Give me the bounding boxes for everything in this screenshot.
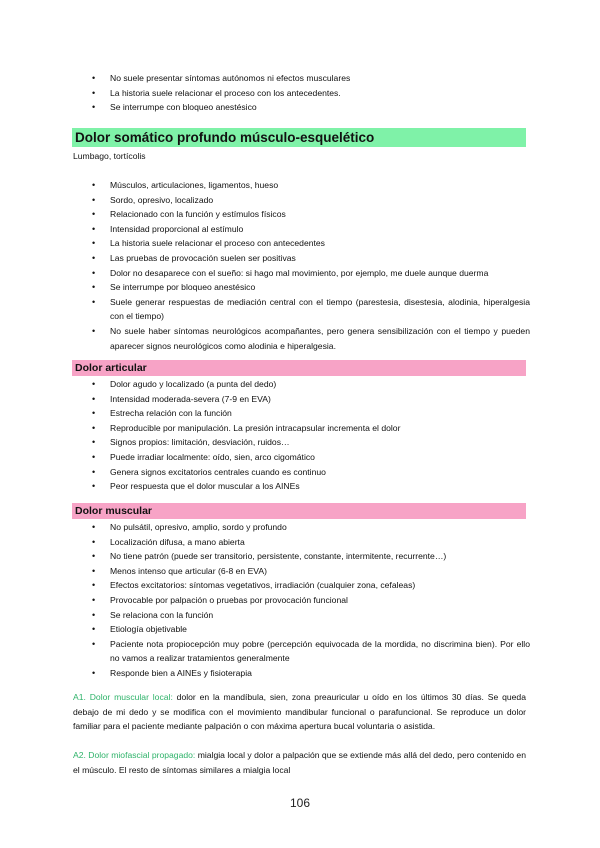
list-item: • No suele haber síntomas neurológicos acompañantes, pero genera sensibilización con el tiempo y pueden aparecer signos neurológicos como alodinia e hiperalgesia. (110, 324, 530, 353)
list-item: • Se relaciona con la función (110, 608, 530, 623)
list-item: • Puede irradiar localmente: oído, sien, arco cigomático (110, 450, 530, 465)
list-item: • Genera signos excitatorios centrales cuando es continuo (110, 465, 530, 480)
list-item: • Intensidad proporcional al estímulo (110, 222, 530, 237)
section-heading-somatic: Dolor somático profundo músculo-esquelético (72, 128, 526, 147)
list-item: • La historia suele relacionar el proceso con antecedentes (110, 236, 530, 251)
list-item: • Peor respuesta que el dolor muscular a los AINEs (110, 479, 530, 494)
muscular-bullet-list (110, 520, 530, 681)
a2-paragraph (73, 748, 526, 777)
list-item: • Se interrumpe por bloqueo anestésico (110, 280, 530, 295)
list-item: • Responde bien a AINEs y fisioterapia (110, 666, 530, 681)
a2-label: A2. Dolor miofascial propagado: (73, 750, 196, 760)
list-item: • Dolor agudo y localizado (a punta del dedo) (110, 377, 530, 392)
list-item: • Menos intenso que articular (6-8 en EVA) (110, 564, 530, 579)
list-item: • Reproducible por manipulación. La presión intracapsular incrementa el dolor (110, 421, 530, 436)
list-item: • Dolor no desaparece con el sueño: si hago mal movimiento, por ejemplo, me duele aunque duerma (110, 266, 530, 281)
section-subtitle: Lumbago, tortícolis (73, 151, 146, 161)
a2-text: mialgia local y dolor a palpación que se extiende más allá del dedo, pero contenido en el músculo. El resto de síntomas similares a mialgia local (73, 750, 526, 775)
list-item: • Se interrumpe con bloqueo anestésico (110, 100, 530, 115)
list-item: • Estrecha relación con la función (110, 406, 530, 421)
a1-paragraph (73, 690, 526, 734)
list-item: • Etiología objetivable (110, 622, 530, 637)
list-item: • Signos propios: limitación, desviación, ruidos… (110, 435, 530, 450)
list-item: • La historia suele relacionar el proceso con los antecedentes. (110, 86, 530, 101)
a1-text: dolor en la mandíbula, sien, zona preauricular u oído en los últimos 30 días. Se queda debajo de mi dedo y se modifica con el movimiento mandibular funcional o parafuncional. Se reproduce un dolor familiar para el paciente mediante palpación o con máxima apertura bucal voluntaria o asistida. (73, 692, 526, 732)
list-item: • No suele presentar síntomas autónomos ni efectos musculares (110, 71, 530, 86)
section-heading-articular: Dolor articular (72, 360, 526, 376)
list-item: • Intensidad moderada-severa (7-9 en EVA) (110, 392, 530, 407)
list-item: • Efectos excitatorios: síntomas vegetativos, irradiación (cualquier zona, cefaleas) (110, 578, 530, 593)
list-item: • No tiene patrón (puede ser transitorio, persistente, constante, intermitente, recurrente…) (110, 549, 530, 564)
list-item: • No pulsátil, opresivo, amplio, sordo y profundo (110, 520, 530, 535)
list-item: • Paciente nota propiocepción muy pobre (percepción equivocada de la mordida, no discrimina bien). Por ello no vamos a realizar tratamientos generalmente (110, 637, 530, 666)
articular-bullet-list (110, 377, 530, 494)
top-bullet-list (110, 71, 530, 115)
list-item: • Relacionado con la función y estímulos físicos (110, 207, 530, 222)
section-heading-muscular: Dolor muscular (72, 503, 526, 519)
list-item: • Músculos, articulaciones, ligamentos, hueso (110, 178, 530, 193)
list-item: • Localización difusa, a mano abierta (110, 535, 530, 550)
list-item: • Las pruebas de provocación suelen ser positivas (110, 251, 530, 266)
a1-label: A1. Dolor muscular local: (73, 692, 173, 702)
somatic-bullet-list (110, 178, 530, 353)
list-item: • Sordo, opresivo, localizado (110, 193, 530, 208)
page-number: 106 (289, 796, 311, 810)
list-item: • Provocable por palpación o pruebas por provocación funcional (110, 593, 530, 608)
list-item: • Suele generar respuestas de mediación central con el tiempo (parestesia, disestesia, alodinia, hiperalgesia con el tiempo) (110, 295, 530, 324)
